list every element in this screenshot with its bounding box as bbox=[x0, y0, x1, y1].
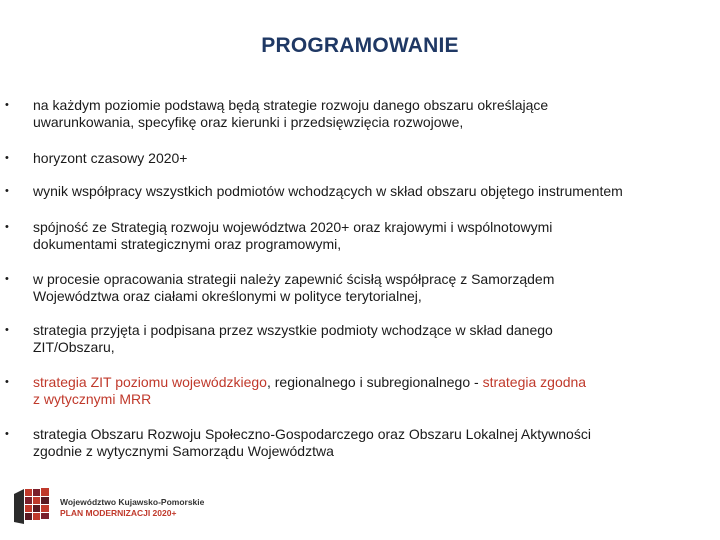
bullet-text bbox=[33, 374, 719, 391]
bullet-dot: • bbox=[5, 273, 9, 285]
highlight-text: z wytycznymi MRR bbox=[33, 391, 152, 407]
bullet-text: horyzont czasowy 2020+ bbox=[33, 150, 188, 166]
bullet-dot: • bbox=[5, 324, 9, 336]
bullet-text: strategia Obszaru Rozwoju Społeczno-Gospodarczego oraz Obszaru Lokalnej Aktywności bbox=[33, 426, 591, 442]
bullet-text: zgodnie z wytycznymi Samorządu Województwa bbox=[33, 443, 334, 459]
logo-region-name: Województwo Kujawsko-Pomorskie bbox=[60, 497, 205, 507]
bullet-dot: • bbox=[5, 428, 9, 440]
bullet-text: strategia przyjęta i podpisana przez wszystkie podmioty wchodzące w skład danego bbox=[33, 322, 553, 338]
highlight-text: strategia zgodna bbox=[482, 374, 587, 390]
logo-text bbox=[60, 497, 204, 519]
plain-text: , regionalnego i subregionalnego - bbox=[266, 374, 483, 390]
page-title: PROGRAMOWANIE bbox=[261, 34, 459, 57]
bullet-text: ZIT/Obszaru, bbox=[33, 339, 115, 355]
bullet-dot: • bbox=[5, 99, 9, 111]
region-logo-icon bbox=[12, 484, 54, 526]
bullet-text: w procesie opracowania strategii należy zapewnić ścisłą współpracę z Samorządem bbox=[33, 271, 555, 287]
bullet-dot: • bbox=[5, 152, 9, 164]
bullet-text: Województwa oraz ciałami określonymi w polityce terytorialnej, bbox=[33, 288, 422, 304]
bullet-dot: • bbox=[5, 221, 9, 233]
logo-plan-name: PLAN MODERNIZACJI 2020+ bbox=[60, 508, 177, 518]
bullet-text: dokumentami strategicznymi oraz programowymi, bbox=[33, 236, 342, 252]
bullet-text: uwarunkowania, specyfikę oraz kierunki i przedsięwzięcia rozwojowe, bbox=[33, 114, 464, 130]
bullet-text: na każdym poziomie podstawą będą strategie rozwoju danego obszaru określające bbox=[33, 97, 549, 113]
bullet-dot: • bbox=[5, 376, 9, 388]
bullet-dot: • bbox=[5, 185, 9, 197]
highlight-text: strategia ZIT poziomu wojewódzkiego bbox=[33, 374, 267, 390]
bullet-text: wynik współpracy wszystkich podmiotów wchodzących w skład obszaru objętego instrumentem bbox=[33, 183, 623, 199]
bullet-text: spójność ze Strategią rozwoju województwa 2020+ oraz krajowymi i wspólnotowymi bbox=[33, 219, 553, 235]
